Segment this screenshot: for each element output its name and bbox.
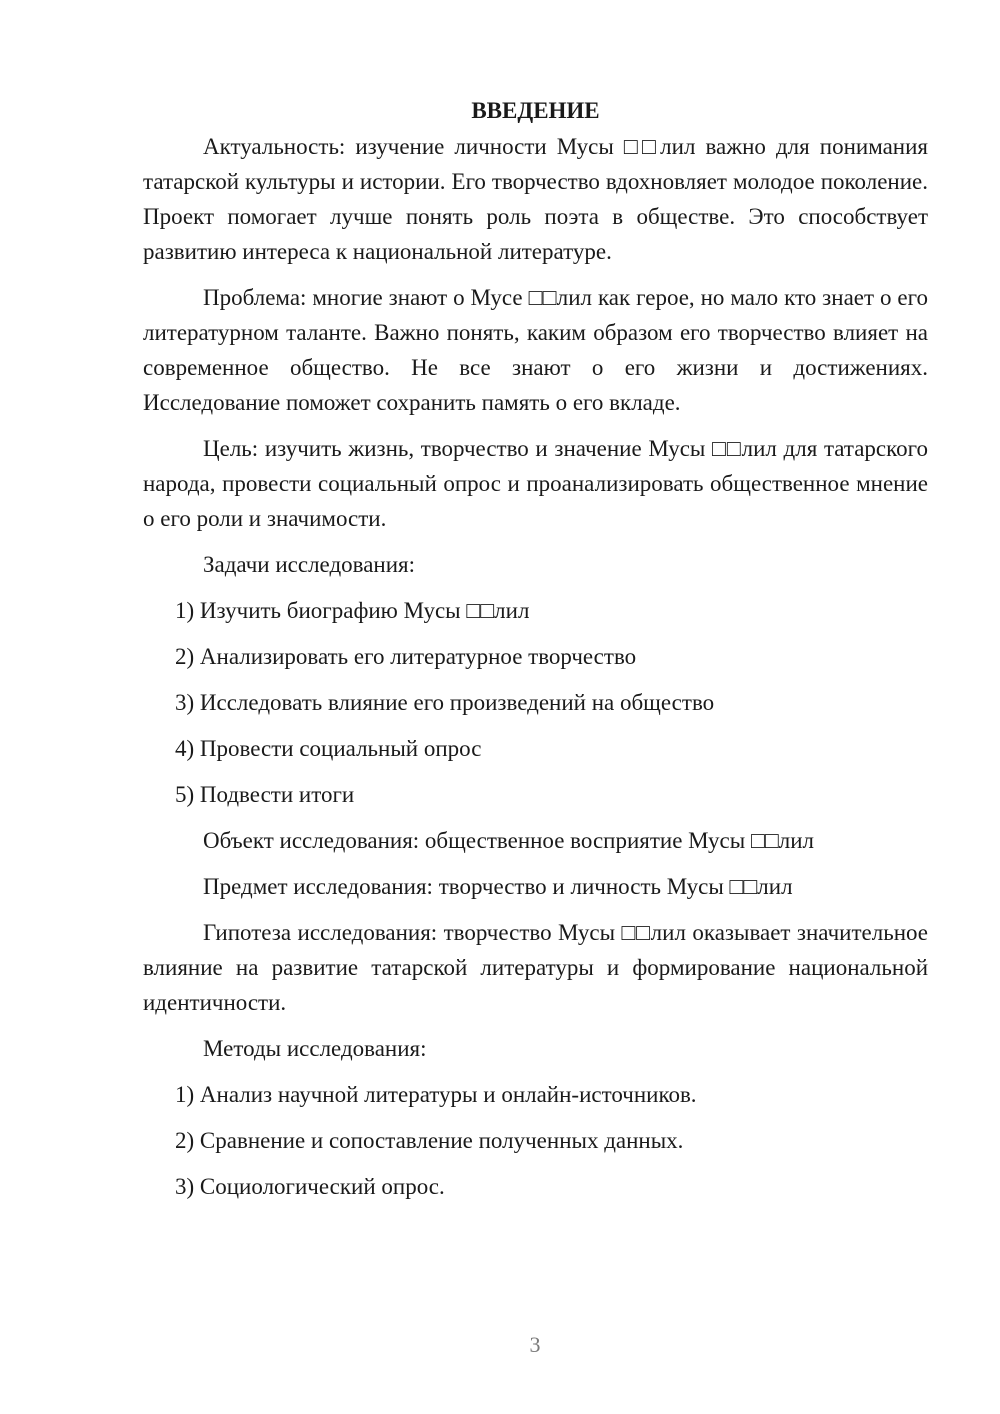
methods-heading: Методы исследования:	[203, 1036, 427, 1061]
method-item: 3) Социологический опрос.	[175, 1174, 445, 1199]
method-item: 1) Анализ научной литературы и онлайн-источников.	[175, 1082, 697, 1107]
research-object: Объект исследования: общественное восприятие Мусы □□лил	[203, 828, 815, 853]
research-hypothesis: Гипотеза исследования: творчество Мусы □□лил оказывает значительное влияние на развитие татарской литературы и формирование национальной идентичности.	[143, 920, 928, 1015]
page-number: 3	[529, 1332, 541, 1357]
tasks-heading: Задачи исследования:	[203, 552, 416, 577]
task-item: 1) Изучить биографию Мусы □□лил	[175, 598, 530, 623]
tasks-list	[143, 593, 928, 812]
method-item: 2) Сравнение и сопоставление полученных данных.	[175, 1128, 684, 1153]
section-title: ВВЕДЕНИЕ	[471, 98, 600, 123]
paragraph-goal: Цель: изучить жизнь, творчество и значение Мусы □□лил для татарского народа, провести социальный опрос и проанализировать общественное мнение о его роли и значимости.	[143, 436, 928, 531]
research-subject: Предмет исследования: творчество и личность Мусы □□лил	[203, 874, 793, 899]
page-content	[143, 93, 928, 1204]
task-item: 5) Подвести итоги	[175, 782, 355, 807]
task-item: 2) Анализировать его литературное творчество	[175, 644, 637, 669]
task-item: 4) Провести социальный опрос	[175, 736, 482, 761]
methods-list	[143, 1077, 928, 1204]
task-item: 3) Исследовать влияние его произведений на общество	[175, 690, 715, 715]
paragraph-problem: Проблема: многие знают о Мусе □□лил как герое, но мало кто знает о его литературном таланте. Важно понять, каким образом его творчество влияет на современное общество. Не все знают о его жизни и достижениях. Исследование поможет сохранить память о его вкладе.	[143, 285, 928, 415]
paragraph-relevance: Актуальность: изучение личности Мусы □□лил важно для понимания татарской культуры и истории. Его творчество вдохновляет молодое поколение. Проект помогает лучше понять роль поэта в обществе. Это способствует развитию интереса к национальной литературе.	[143, 134, 928, 264]
